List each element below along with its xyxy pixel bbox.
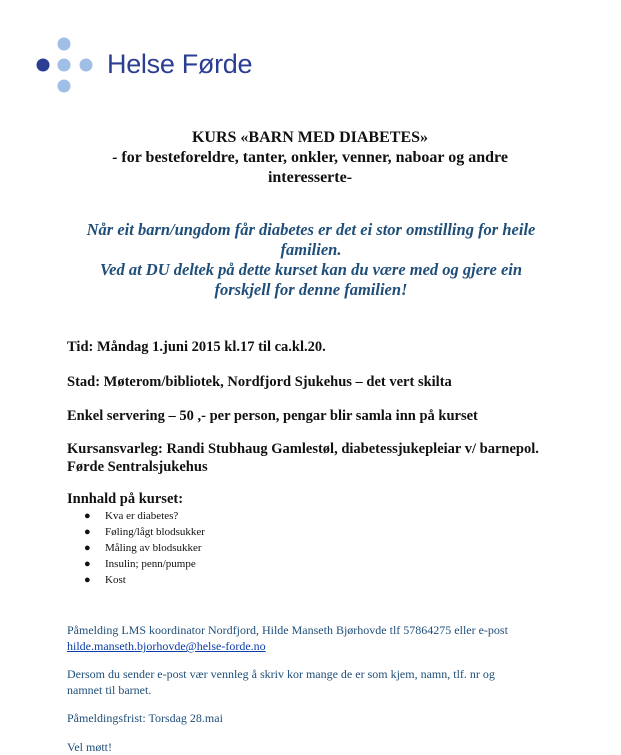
responsible-line: Førde Sentralsjukehus <box>67 459 208 475</box>
note-line: namnet til barnet. <box>67 683 152 697</box>
logo-brand-name: Helse Førde <box>107 49 253 79</box>
bullet-icon: ● <box>84 558 91 570</box>
content-heading: Innhald på kurset: <box>67 491 184 507</box>
intro-line: Når eit barn/ungdom får diabetes er det ei stor omstilling for heile <box>86 220 536 239</box>
list-item: ● Insulin; penn/pumpe <box>84 558 196 570</box>
list-item: ● Kost <box>84 574 126 586</box>
intro-text <box>56 220 566 300</box>
logo-dot <box>58 80 71 93</box>
logo-dot <box>37 59 50 72</box>
course-place: Stad: Møterom/bibliotek, Nordfjord Sjukehus – det vert skilta <box>67 374 452 390</box>
course-food: Enkel servering – 50 ,- per person, pengar blir samla inn på kurset <box>67 408 478 424</box>
note-line: Dersom du sender e-post vær vennleg å skriv kor mange de er som kjem, namn, tlf. nr og <box>67 667 495 681</box>
list-item: ● Kva er diabetes? <box>84 510 179 522</box>
helse-forde-logo <box>34 34 98 96</box>
course-responsible <box>67 440 539 476</box>
intro-line: Ved at DU deltek på dette kurset kan du være med og gjere ein <box>99 260 523 279</box>
logo-dots-icon <box>34 34 98 96</box>
subtitle-line: - for besteforeldre, tanter, onkler, venner, naboar og andre <box>112 149 508 166</box>
signup-info: Påmelding LMS koordinator Nordfjord, Hilde Manseth Bjørhovde tlf 57864275 eller e-post <box>67 623 508 637</box>
bullet-icon: ● <box>84 510 91 522</box>
list-item: ● Måling av blodsukker <box>84 542 202 554</box>
email-link[interactable]: hilde.manseth.bjorhovde@helse-forde.no <box>67 639 266 653</box>
logo-dot <box>58 38 71 51</box>
logo-dot <box>58 59 71 72</box>
logo-dot <box>80 59 93 72</box>
responsible-line: Kursansvarleg: Randi Stubhaug Gamlestøl, diabetessjukepleiar v/ barnepol. <box>67 441 539 457</box>
bullet-icon: ● <box>84 574 91 586</box>
list-item: ● Føling/lågt blodsukker <box>84 526 205 538</box>
bullet-icon: ● <box>84 526 91 538</box>
title-line: KURS «BARN MED DIABETES» <box>191 129 429 146</box>
intro-line: familien. <box>280 240 342 259</box>
course-time: Tid: Måndag 1.juni 2015 kl.17 til ca.kl.20. <box>67 339 326 355</box>
subtitle-line: interesserte- <box>267 169 353 186</box>
bullet-icon: ● <box>84 542 91 554</box>
email-note <box>67 666 495 698</box>
closing-text: Vel møtt! <box>67 740 112 754</box>
course-title <box>60 128 560 188</box>
intro-line: forskjell for denne familien! <box>214 280 408 299</box>
content-list <box>84 508 205 588</box>
signup-deadline: Påmeldingsfrist: Torsdag 28.mai <box>67 711 223 725</box>
